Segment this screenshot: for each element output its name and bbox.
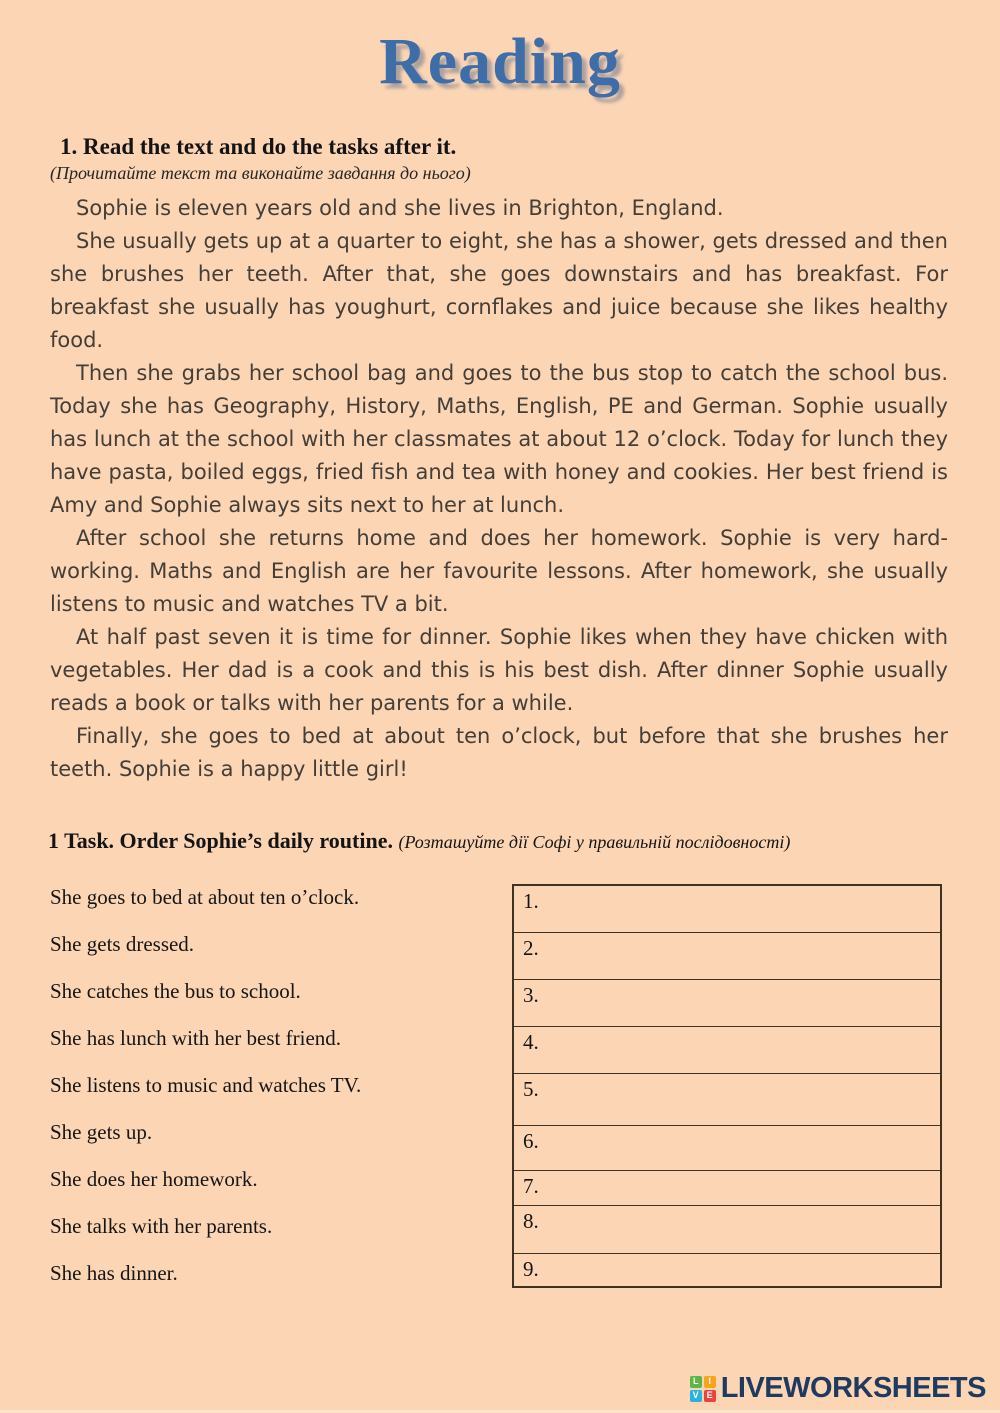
ordering-task bbox=[50, 884, 942, 1307]
routine-sentence: She gets up. bbox=[50, 1120, 153, 1144]
reading-paragraph: Sophie is eleven years old and she lives in Brighton, England. bbox=[76, 196, 724, 220]
reading-paragraph: She usually gets up at a quarter to eight, she has a shower, gets dressed and then she brushes her teeth. After that, she goes downstairs and has breakfast. For breakfast she usually has youghurt, cornflakes and juice because she likes healthy food. bbox=[50, 229, 948, 352]
logo-tile-i: I bbox=[704, 1376, 716, 1388]
routine-sentence: She gets dressed. bbox=[50, 932, 195, 956]
liveworksheets-logo-text: LIVEWORKSHEETS bbox=[720, 1372, 986, 1404]
logo-tile-v: V bbox=[690, 1390, 702, 1402]
routine-sentence: She goes to bed at about ten o’clock. bbox=[50, 885, 360, 909]
answer-row-3[interactable]: 3. bbox=[514, 979, 940, 1026]
answer-row-9[interactable]: 9. bbox=[514, 1253, 940, 1286]
logo-tile-l: L bbox=[690, 1376, 702, 1388]
page-title: Reading bbox=[379, 25, 621, 98]
task-heading bbox=[48, 828, 950, 854]
reading-paragraph: At half past seven it is time for dinner. Sophie likes when they have chicken with vegetables. Her dad is a cook and this is his best dish. After dinner Sophie usually reads a book or talks with her parents for a while. bbox=[50, 625, 948, 715]
reading-paragraph: After school she returns home and does her homework. Sophie is very hard-working. Maths and English are her favourite lessons. After homework, she usually listens to music and watches TV a bit. bbox=[50, 526, 948, 616]
reading-passage bbox=[50, 192, 948, 786]
answer-row-4[interactable]: 4. bbox=[514, 1026, 940, 1073]
routine-sentence: She listens to music and watches TV. bbox=[50, 1073, 362, 1097]
answer-row-5[interactable]: 5. bbox=[514, 1073, 940, 1125]
reading-paragraph: Finally, she goes to bed at about ten o’clock, but before that she brushes her teeth. Sophie is a happy little girl! bbox=[50, 724, 948, 781]
instruction-translation: (Прочитайте текст та виконайте завдання до нього) bbox=[50, 163, 471, 183]
answer-row-8[interactable]: 8. bbox=[514, 1205, 940, 1253]
answer-row-1[interactable]: 1. bbox=[523, 889, 539, 913]
task-heading-text: 1 Task. Order Sophie’s daily routine. bbox=[48, 828, 393, 853]
reading-paragraph: Then she grabs her school bag and goes to the bus stop to catch the school bus. Today she has Geography, History, Maths, English, PE and German. Sophie usually has lunch at the school with her classmates at about 12 o’clock. Today for lunch they have pasta, boiled eggs, fried fish and tea with honey and cookies. Her best friend is Amy and Sophie always sits next to her at lunch. bbox=[50, 361, 948, 517]
answer-table bbox=[512, 884, 942, 1288]
answer-row-6[interactable]: 6. bbox=[514, 1125, 940, 1170]
routine-sentence: She does her homework. bbox=[50, 1167, 258, 1191]
routine-sentence: She has dinner. bbox=[50, 1261, 178, 1285]
routine-sentence: She talks with her parents. bbox=[50, 1214, 273, 1238]
answer-row-2[interactable]: 2. bbox=[514, 932, 940, 979]
liveworksheets-logo[interactable] bbox=[690, 1372, 986, 1405]
instruction-heading: 1. Read the text and do the tasks after it. bbox=[60, 134, 457, 159]
liveworksheets-logo-icon bbox=[690, 1376, 716, 1402]
routine-sentence: She catches the bus to school. bbox=[50, 979, 301, 1003]
routine-sentence-list bbox=[50, 884, 512, 1307]
logo-tile-e: E bbox=[704, 1390, 716, 1402]
answer-row-7[interactable]: 7. bbox=[514, 1170, 940, 1205]
task-heading-translation: (Розташуйте дії Софі у правильній послідовності) bbox=[398, 832, 791, 852]
routine-sentence: She has lunch with her best friend. bbox=[50, 1026, 342, 1050]
